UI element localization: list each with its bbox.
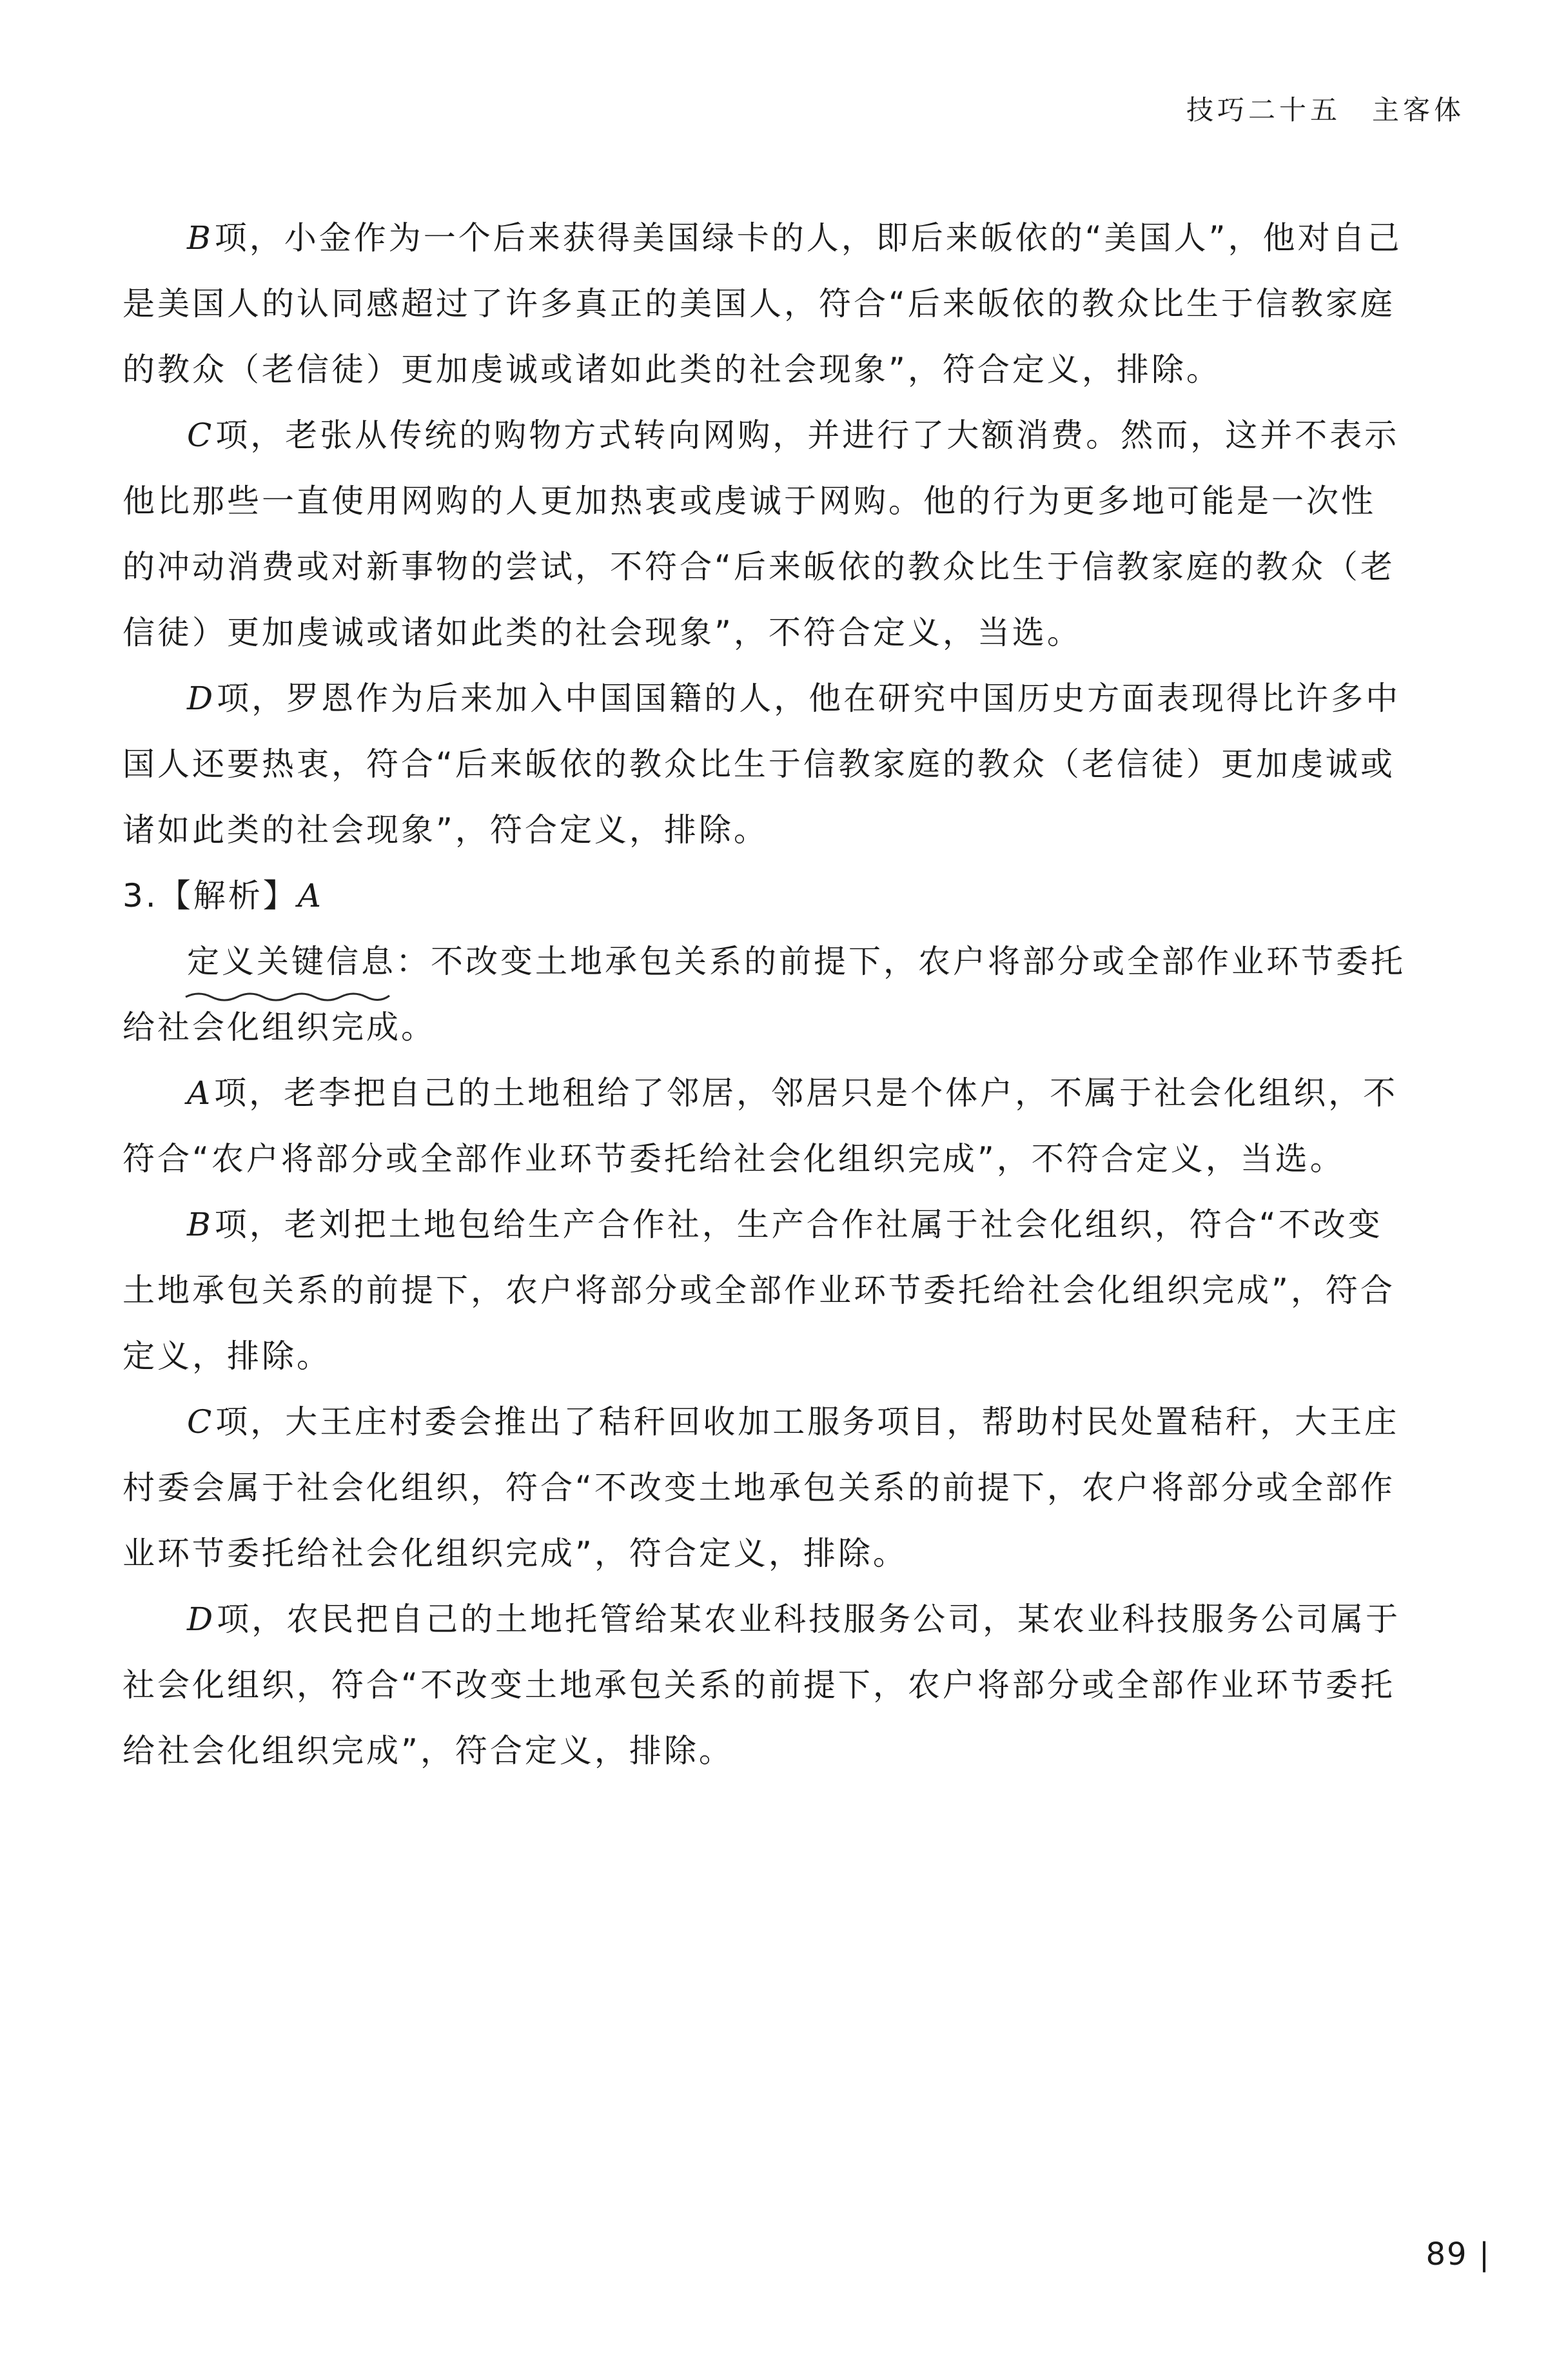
key-info-colon: ：	[396, 943, 431, 980]
question-number-label: 3.【解析】	[122, 877, 298, 914]
key-info-label-text: 定义关键信息	[187, 943, 396, 980]
page-number-rule: |	[1467, 2236, 1491, 2272]
option-letter: C	[187, 1403, 215, 1441]
option-letter: B	[187, 219, 213, 257]
option-text: 项，小金作为一个后来获得美国绿卡的人，即后来皈依的“美国人”，他对自己是美国人的认同感超过了许多真正的美国人，符合“后来皈依的教众比生于信教家庭的教众（老信徒）更加虔诚或诸如此类的社会现象”，符合定义，排除。	[122, 219, 1402, 388]
option-c-analysis	[122, 402, 1406, 665]
running-header: 技巧二十五 主客体	[1186, 94, 1465, 126]
option-d-analysis	[122, 665, 1406, 863]
page-number	[1426, 2236, 1491, 2272]
option-letter: B	[187, 1206, 213, 1243]
answer-letter: A	[297, 877, 324, 914]
option-letter: A	[187, 1074, 213, 1112]
option-letter: D	[187, 680, 216, 717]
option-text: 项，老张从传统的购物方式转向网购，并进行了大额消费。然而，这并不表示他比那些一直使用网购的人更加热衷或虔诚于网购。他的行为更多地可能是一次性的冲动消费或对新事物的尝试，不符合“后来皈依的教众比生于信教家庭的教众（老信徒）更加虔诚或诸如此类的社会现象”，不符合定义，当选。	[122, 417, 1400, 651]
key-info-label	[187, 929, 396, 994]
key-info-text: 不改变土地承包关系的前提下，农户将部分或全部作业环节委托给社会化组织完成。	[122, 943, 1406, 1046]
option-text: 项，老李把自己的土地租给了邻居，邻居只是个体户，不属于社会化组织，不符合“农户将部分或全部作业环节委托给社会化组织完成”，不符合定义，当选。	[122, 1074, 1398, 1178]
option-letter: C	[187, 417, 215, 454]
wavy-underline-icon	[184, 988, 391, 1007]
option-a-analysis	[122, 1060, 1406, 1192]
definition-key-info	[122, 929, 1406, 1060]
option-b-analysis	[122, 205, 1406, 402]
option-c-analysis-2	[122, 1389, 1406, 1586]
option-letter: D	[187, 1601, 216, 1638]
option-b-analysis-2	[122, 1192, 1406, 1389]
option-text: 项，罗恩作为后来加入中国国籍的人，他在研究中国历史方面表现得比许多中国人还要热衷，符合“后来皈依的教众比生于信教家庭的教众（老信徒）更加虔诚或诸如此类的社会现象”，符合定义，排除。	[122, 680, 1401, 849]
option-text: 项，老刘把土地包给生产合作社，生产合作社属于社会化组织，符合“不改变土地承包关系的前提下，农户将部分或全部作业环节委托给社会化组织完成”，符合定义，排除。	[122, 1206, 1395, 1375]
option-d-analysis-2	[122, 1586, 1406, 1784]
page-number-value: 89	[1426, 2236, 1468, 2272]
option-text: 项，农民把自己的土地托管给某农业科技服务公司，某农业科技服务公司属于社会化组织，符合“不改变土地承包关系的前提下，农户将部分或全部作业环节委托给社会化组织完成”，符合定义，排除。	[122, 1601, 1401, 1769]
page-body	[122, 205, 1406, 1784]
option-text: 项，大王庄村委会推出了秸秆回收加工服务项目，帮助村民处置秸秆，大王庄村委会属于社会化组织，符合“不改变土地承包关系的前提下，农户将部分或全部作业环节委托给社会化组织完成”，符合定义，排除。	[122, 1403, 1400, 1572]
question-3-heading	[122, 863, 1406, 929]
